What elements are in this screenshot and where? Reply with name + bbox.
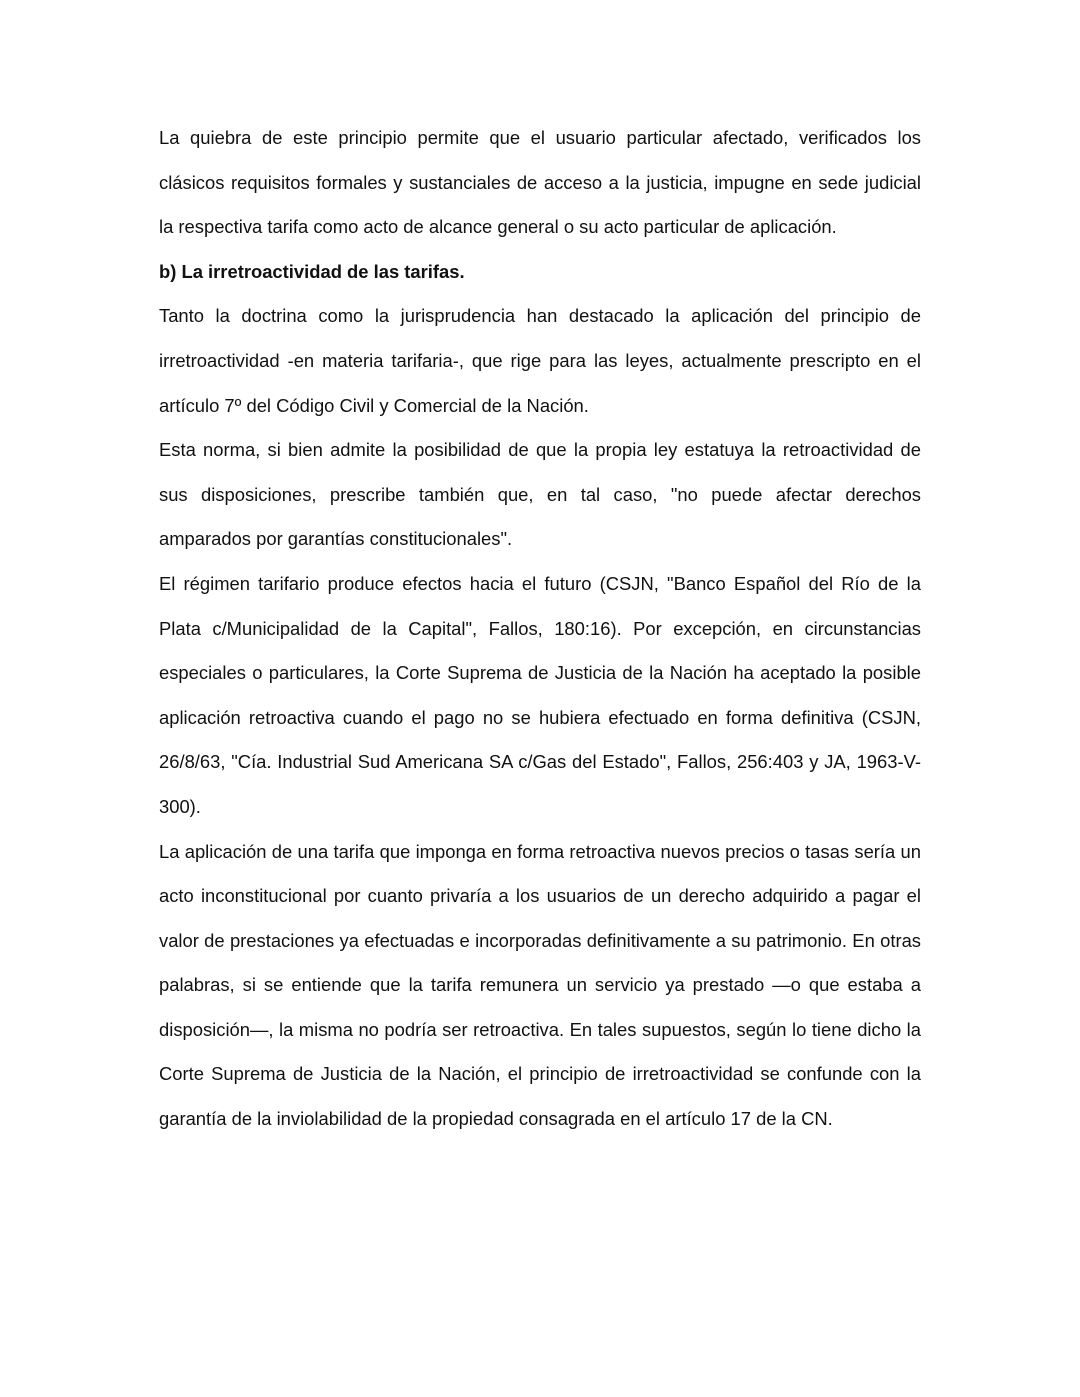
paragraph-regimen-tarifario: El régimen tarifario produce efectos hacia el futuro (CSJN, "Banco Español del Río de la Plata c/Municipalidad de la Capital", Fallos, 180:16). Por excepción, en circunstancias especiales o particulares, la Corte Suprema de Justicia de la Nación ha aceptado la posible aplicación retroactiva cuando el pago no se hubiera efectuado en forma definitiva (CSJN, 26/8/63, "Cía. Industrial Sud Americana SA c/Gas del Estado", Fallos, 256:403 y JA, 1963-V-300). bbox=[159, 572, 921, 817]
paragraph-esta-norma: Esta norma, si bien admite la posibilidad de que la propia ley estatuya la retroactividad de sus disposiciones, prescribe también que, en tal caso, "no puede afectar derechos amparados por garantías constitucionales". bbox=[159, 439, 921, 550]
section-heading-irretroactividad: b) La irretroactividad de las tarifas. bbox=[159, 260, 465, 282]
document-body bbox=[159, 116, 921, 1142]
paragraph-doctrina-jurisprudencia: Tanto la doctrina como la jurisprudencia han destacado la aplicación del principio de irretroactividad -en materia tarifaria-, que rige para las leyes, actualmente prescripto en el artículo 7º del Código Civil y Comercial de la Nación. bbox=[159, 305, 921, 416]
paragraph-aplicacion-tarifa: La aplicación de una tarifa que imponga en forma retroactiva nuevos precios o tasas sería un acto inconstitucional por cuanto privaría a los usuarios de un derecho adquirido a pagar el valor de prestaciones ya efectuadas e incorporadas definitivamente a su patrimonio. En otras palabras, si se entiende que la tarifa remunera un servicio ya prestado —o que estaba a disposición—, la misma no podría ser retroactiva. En tales supuestos, según lo tiene dicho la Corte Suprema de Justicia de la Nación, el principio de irretroactividad se confunde con la garantía de la inviolabilidad de la propiedad consagrada en el artículo 17 de la CN. bbox=[159, 840, 921, 1130]
paragraph-quiebra-principio: La quiebra de este principio permite que el usuario particular afectado, verificados los clásicos requisitos formales y sustanciales de acceso a la justicia, impugne en sede judicial la respectiva tarifa como acto de alcance general o su acto particular de aplicación. bbox=[159, 127, 921, 238]
